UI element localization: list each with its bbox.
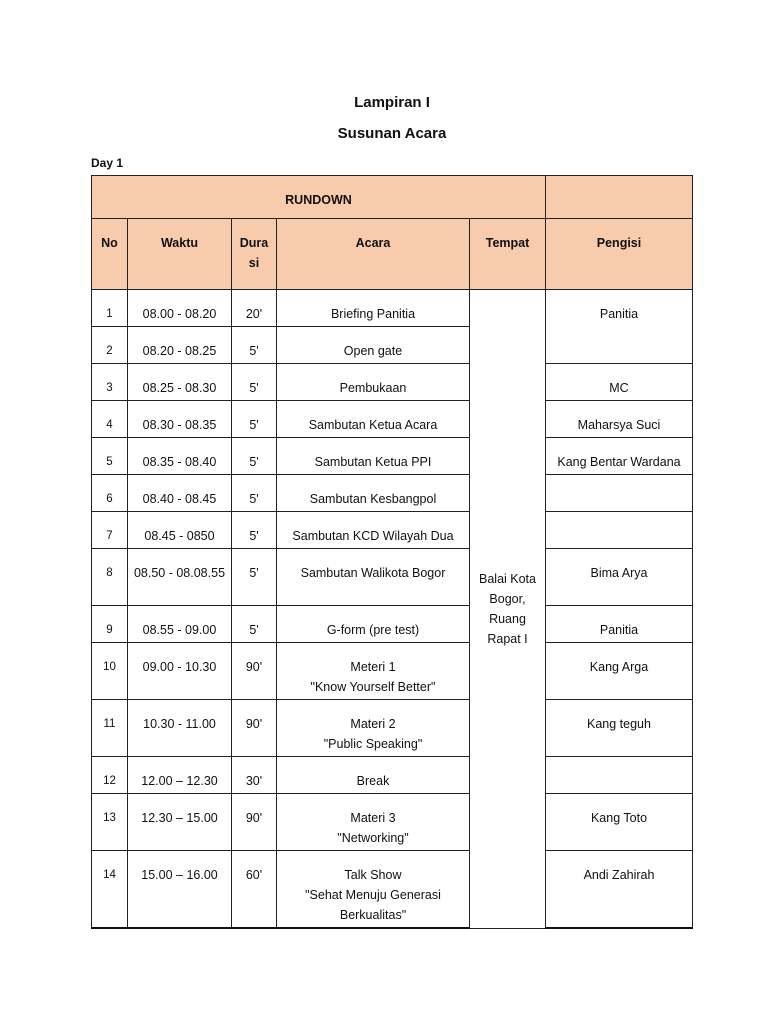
cell-acara (277, 643, 470, 700)
cell-pengisi: Kang Bentar Wardana (546, 438, 693, 475)
acara-line: Sambutan KCD Wilayah Dua (292, 529, 454, 543)
cell-waktu: 08.45 - 0850 (128, 512, 232, 549)
cell-waktu: 15.00 – 16.00 (128, 851, 232, 929)
table-row (92, 643, 693, 700)
cell-no: 4 (92, 401, 128, 438)
cell-waktu: 08.00 - 08.20 (128, 290, 232, 327)
acara-line: Sambutan Walikota Bogor (300, 566, 446, 580)
cell-waktu: 12.00 – 12.30 (128, 757, 232, 794)
table-row (92, 606, 693, 643)
table-row (92, 438, 693, 475)
cell-pengisi: Bima Arya (546, 549, 693, 606)
col-header-pengisi: Pengisi (546, 219, 693, 290)
cell-no: 5 (92, 438, 128, 475)
cell-pengisi (546, 757, 693, 794)
acara-line: Pembukaan (339, 381, 407, 395)
cell-no: 11 (92, 700, 128, 757)
cell-acara (277, 438, 470, 475)
cell-acara (277, 794, 470, 851)
cell-acara (277, 851, 470, 929)
table-row (92, 851, 693, 929)
rundown-table (91, 175, 693, 929)
cell-pengisi: Kang Arga (546, 643, 693, 700)
cell-pengisi (546, 512, 693, 549)
acara-line: "Public Speaking" (323, 737, 423, 751)
cell-durasi: 5' (232, 549, 277, 606)
cell-durasi: 5' (232, 327, 277, 364)
rundown-header-blank (546, 176, 693, 219)
cell-acara (277, 327, 470, 364)
cell-durasi: 90' (232, 794, 277, 851)
table-row (92, 401, 693, 438)
col-header-no: No (92, 219, 128, 290)
acara-line: "Sehat Menuju Generasi (305, 888, 441, 902)
cell-pengisi: Panitia (546, 290, 693, 364)
cell-durasi: 30' (232, 757, 277, 794)
col-header-acara: Acara (277, 219, 470, 290)
cell-no: 7 (92, 512, 128, 549)
cell-pengisi: Maharsya Suci (546, 401, 693, 438)
table-row (92, 549, 693, 606)
acara-line: Materi 2 (350, 717, 396, 731)
acara-line: Briefing Panitia (330, 307, 416, 321)
col-header-tempat: Tempat (470, 219, 546, 290)
col-header-waktu: Waktu (128, 219, 232, 290)
doc-subtitle: Susunan Acara (337, 125, 447, 142)
cell-waktu: 09.00 - 10.30 (128, 643, 232, 700)
cell-no: 9 (92, 606, 128, 643)
acara-line: Open gate (343, 344, 403, 358)
acara-line: G-form (pre test) (326, 623, 420, 637)
acara-line: Sambutan Ketua Acara (308, 418, 438, 432)
cell-waktu: 08.30 - 08.35 (128, 401, 232, 438)
cell-waktu: 08.50 - 08.08.55 (128, 549, 232, 606)
cell-acara (277, 364, 470, 401)
acara-line: Sambutan Kesbangpol (309, 492, 437, 506)
cell-waktu: 08.55 - 09.00 (128, 606, 232, 643)
cell-durasi: 5' (232, 512, 277, 549)
acara-line: "Networking" (337, 831, 409, 845)
cell-acara (277, 757, 470, 794)
cell-no: 10 (92, 643, 128, 700)
cell-durasi: 5' (232, 606, 277, 643)
cell-durasi: 5' (232, 438, 277, 475)
cell-waktu: 08.25 - 08.30 (128, 364, 232, 401)
table-row (92, 475, 693, 512)
cell-acara (277, 549, 470, 606)
cell-no: 12 (92, 757, 128, 794)
cell-acara (277, 475, 470, 512)
acara-line: Berkualitas" (339, 908, 407, 922)
table-row (92, 290, 693, 327)
cell-no: 14 (92, 851, 128, 929)
cell-pengisi: Kang Toto (546, 794, 693, 851)
cell-waktu: 12.30 – 15.00 (128, 794, 232, 851)
cell-no: 6 (92, 475, 128, 512)
cell-durasi: 90' (232, 700, 277, 757)
cell-durasi: 60' (232, 851, 277, 929)
acara-line: Meteri 1 (350, 660, 396, 674)
cell-pengisi: Andi Zahirah (546, 851, 693, 929)
acara-line: "Know Yourself Better" (310, 680, 436, 694)
cell-pengisi: Kang teguh (546, 700, 693, 757)
acara-line: Sambutan Ketua PPI (314, 455, 432, 469)
rundown-body (92, 290, 693, 929)
cell-waktu: 08.35 - 08.40 (128, 438, 232, 475)
acara-line: Break (356, 774, 390, 788)
cell-acara (277, 401, 470, 438)
col-header-durasi: Dura si (232, 219, 277, 290)
table-row (92, 794, 693, 851)
table-row (92, 364, 693, 401)
cell-durasi: 5' (232, 364, 277, 401)
cell-durasi: 5' (232, 475, 277, 512)
cell-pengisi: MC (546, 364, 693, 401)
rundown-header: RUNDOWN (92, 176, 546, 219)
cell-durasi: 20' (232, 290, 277, 327)
cell-waktu: 10.30 - 11.00 (128, 700, 232, 757)
cell-acara (277, 512, 470, 549)
cell-no: 2 (92, 327, 128, 364)
cell-waktu: 08.20 - 08.25 (128, 327, 232, 364)
cell-waktu: 08.40 - 08.45 (128, 475, 232, 512)
cell-no: 1 (92, 290, 128, 327)
cell-acara (277, 700, 470, 757)
table-row (92, 757, 693, 794)
cell-tempat: Balai Kota Bogor, Ruang Rapat I (470, 290, 546, 929)
cell-no: 13 (92, 794, 128, 851)
cell-no: 8 (92, 549, 128, 606)
acara-line: Talk Show (344, 868, 402, 882)
cell-acara (277, 290, 470, 327)
cell-no: 3 (92, 364, 128, 401)
table-row (92, 512, 693, 549)
table-row (92, 700, 693, 757)
cell-pengisi (546, 475, 693, 512)
cell-durasi: 5' (232, 401, 277, 438)
cell-durasi: 90' (232, 643, 277, 700)
cell-acara (277, 606, 470, 643)
doc-title: Lampiran I (354, 94, 430, 111)
acara-line: Materi 3 (350, 811, 396, 825)
day-label: Day 1 (91, 156, 124, 170)
cell-pengisi: Panitia (546, 606, 693, 643)
